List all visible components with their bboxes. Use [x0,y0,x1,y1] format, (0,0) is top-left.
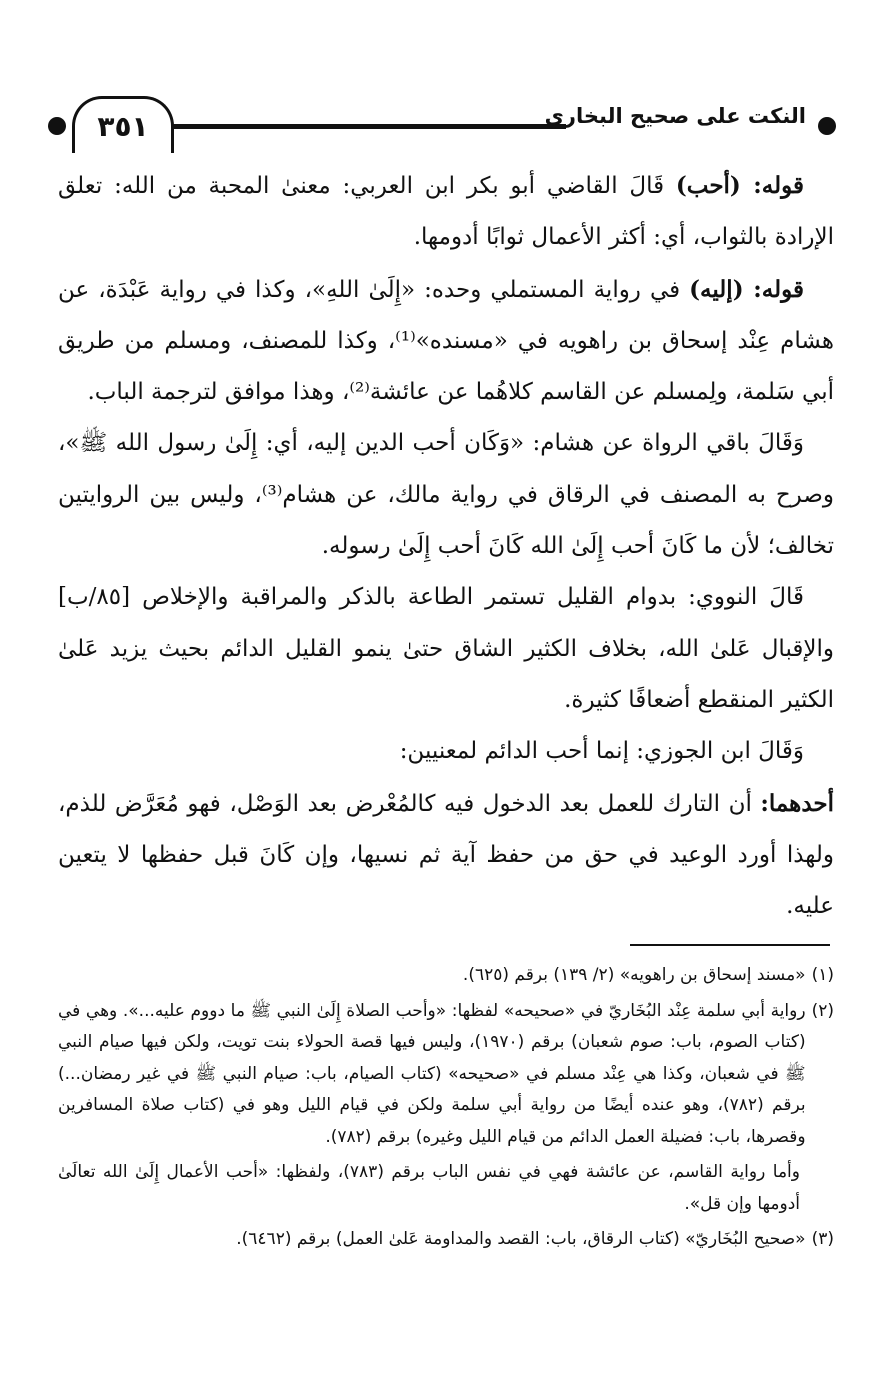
footnote-text: «صحيح البُخَاريّ» (كتاب الرقاق، باب: القصد والمداومة عَلىٰ العمل) برقم (٦٤٦٢). [236,1229,806,1249]
footnote-number: (٢) [811,1000,834,1021]
paragraph-lead: قوله: (إليه) [689,275,804,303]
paragraph-text: قَالَ القاضي أبو بكر ابن العربي: معنىٰ المحبة من الله: تعلق الإرادة بالثواب، أي: أكثر الأعمال ثوابًا أدومها. [58,173,834,251]
paragraph-text: وَقَالَ ابن الجوزي: إنما أحب الدائم لمعنيين: [399,738,804,765]
paragraph-lead: قوله: (أحب) [675,172,804,199]
paragraph-text: قَالَ النووي: بدوام القليل تستمر الطاعة بالذكر والمراقبة والإخلاص [٨٥/ب] والإقبال عَلىٰ الله، بخلاف الكثير الشاق حتىٰ ينمو القليل الدائم بحيث يزيد عَلىٰ الكثير المنقطع أضعافًا كثيرة. [58,584,834,713]
paragraph-ilayhi [58,264,834,419]
header-rule [168,124,566,129]
footnote-2 [58,996,834,1154]
paragraph-ahabb [58,160,834,264]
header-dot-right [818,117,836,135]
main-text [58,160,834,932]
footnote-text: رواية أبي سلمة عِنْد البُخَاريّ في «صحيحه» لفظها: «وأحب الصلاة إِلَىٰ النبي ﷺ ما دووم عليه...». وهي في (كتاب الصوم، باب: صوم شعبان) برقم (١٩٧٠)، وليس فيها قصة الحولاء بنت تويت، ولكن فيها صيام النبي ﷺ في شعبان، وكذا هي عِنْد مسلم في «صحيحه» (كتاب الصيام، باب: صيام النبي ﷺ في غير رمضان...) برقم (٧٨٢)، وهو عنده أيضًا من رواية أبي سلمة ولكن في قيام الليل وهو في (كتاب صلاة المسافرين وقصرها، باب: فضيلة العمل الدائم من قيام الليل وغيره) برقم (٧٨٢). [58,1000,806,1147]
paragraph-text: وَقَالَ باقي الرواة عن هشام: «وَكَان أحب الدين إليه، أي: إِلَىٰ رسول الله ﷺ»، وصرح به المصنف في الرقاق في رواية مالك، عن هشام⁽³⁾، وليس بين الروايتين تخالف؛ لأن ما كَانَ أحب إِلَىٰ الله كَانَ أحب إِلَىٰ رسوله. [58,430,834,560]
footnote-separator [630,944,830,946]
paragraph-ibn-jawzi [58,726,834,777]
paragraph-ahaduhuma [58,778,834,933]
footnote-number: (٣) [811,1229,834,1249]
header-dot-left [48,117,66,135]
footnotes [58,960,834,1260]
footnote-2-continuation: وأما رواية القاسم، عن عائشة فهي في نفس الباب برقم (٧٨٣)، ولفظها: «أحب الأعمال إِلَىٰ الله تعالَىٰ أدومها وإن قل». [58,1162,800,1214]
paragraph-text: في رواية المستملي وحده: «إِلَىٰ اللهِ»، وكذا في رواية عَبْدَة، عن هشام عِنْد إسحاق بن راهويه في «مسنده»⁽¹⁾، وكذا للمصنف، ومسلم من طريق أبي سَلمة، ولِمسلم عن القاسم كلاهُما عن عائشة⁽²⁾، وهذا موافق لترجمة الباب. [58,276,834,406]
paragraph-riwayat [58,418,834,572]
page-header [48,94,836,154]
footnote-number: (١) [811,965,834,985]
paragraph-text: أن التارك للعمل بعد الدخول فيه كالمُعْرض بعد الوَصْل، فهو مُعَرَّض للذم، ولهذا أورد الوعيد في حق من حفظ آية ثم نسيها، وإن كَانَ قبل حفظها لا يتعين عليه. [58,790,834,920]
paragraph-lead: أحدهما: [760,789,834,817]
running-title: النكت على صحيح البخاري [544,104,806,128]
footnote-1 [58,960,834,992]
paragraph-nawawi [58,572,834,726]
footnote-text: «مسند إسحاق بن راهويه» (٢/ ١٣٩) برقم (٦٢٥). [462,965,806,985]
page-number: ٣٥١ [72,96,174,153]
footnote-3 [58,1224,834,1256]
